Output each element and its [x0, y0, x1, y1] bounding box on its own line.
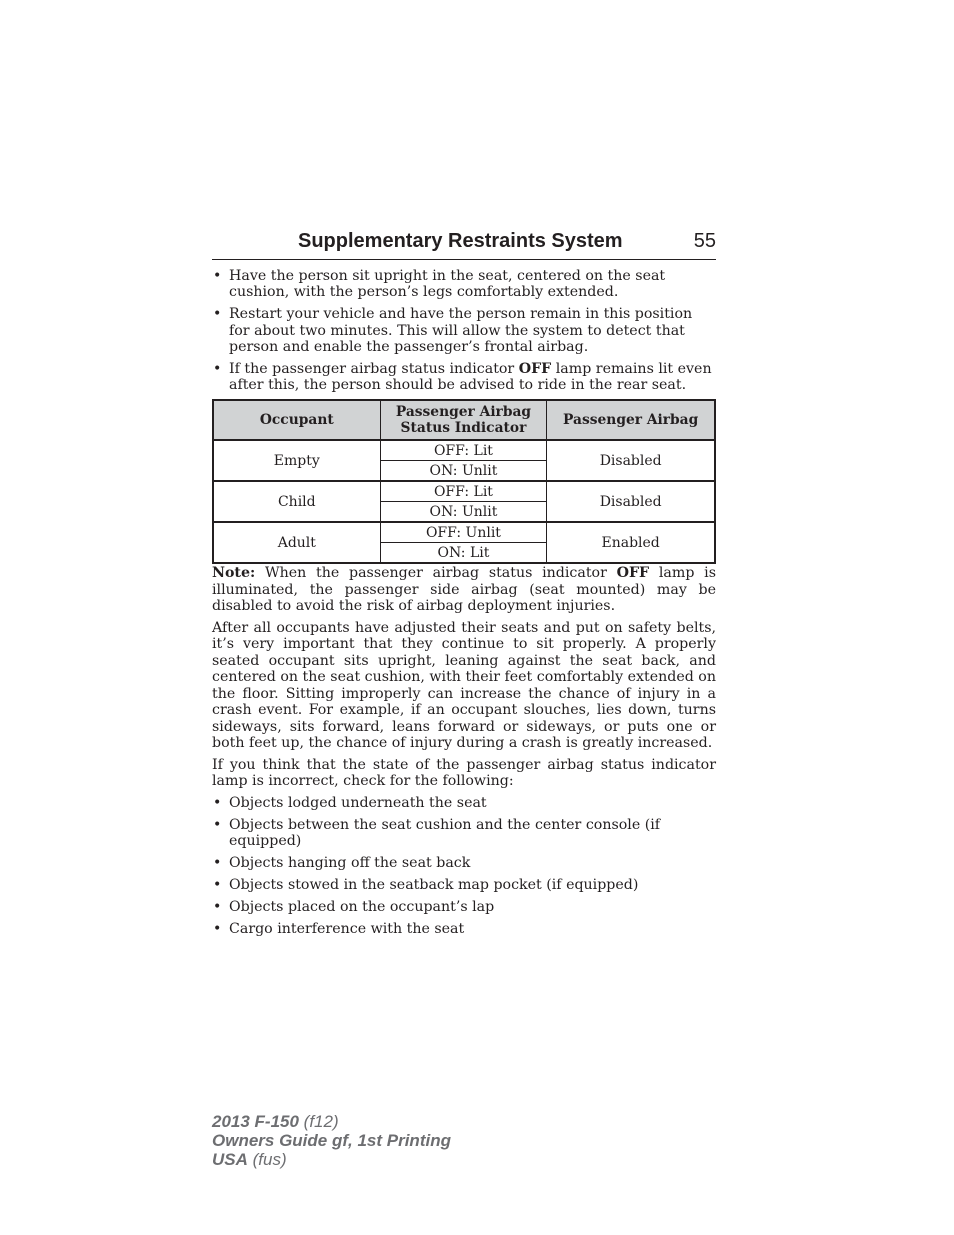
footer-line	[212, 1131, 451, 1150]
instruction-list	[212, 268, 716, 394]
occupant-cell: Empty	[213, 440, 380, 481]
column-header: Passenger Airbag	[547, 400, 715, 440]
footer-guide: Owners Guide gf, 1st Printing	[212, 1131, 451, 1150]
page-header	[212, 229, 716, 260]
indicator-cell: ON: Unlit	[380, 502, 547, 523]
footer-code: (fus)	[247, 1150, 287, 1169]
page-title: Supplementary Restraints System	[298, 230, 623, 252]
page-content	[212, 268, 716, 943]
list-item-text: If the passenger airbag status indicator	[229, 361, 519, 378]
footer-code: (f12)	[298, 1112, 339, 1131]
page-number: 55	[693, 230, 716, 252]
table-row	[213, 440, 715, 461]
occupant-cell: Adult	[213, 522, 380, 563]
off-label: OFF	[518, 361, 552, 378]
footer-region: USA	[212, 1150, 248, 1169]
list-item: • Cargo interference with the seat	[212, 921, 716, 937]
list-item: • Objects stowed in the seatback map pocket (if equipped)	[212, 877, 716, 893]
list-item: • Restart your vehicle and have the person remain in this position for about two minutes. This will allow the system to detect that person and enable the passenger’s frontal airbag.	[212, 306, 716, 355]
list-item-text: lamp remains lit even after this, the person should be advised to ride in the rear seat.	[229, 361, 712, 394]
indicator-cell: ON: Lit	[380, 543, 547, 564]
indicator-cell: ON: Unlit	[380, 461, 547, 482]
footer-line	[212, 1150, 451, 1169]
body-paragraph: After all occupants have adjusted their seats and put on safety belts, it’s very important that they continue to sit properly. A properly seated occupant sits upright, leaning against the seat back, and centered on the seat cushion, with their feet comfortably extended on the floor. Sitting improperly can increase the chance of injury in a crash event. For example, if an occupant slouches, lies down, turns sideways, sits forward, leans forward or sideways, or puts one or both feet up, the chance of injury during a crash is greatly increased.	[212, 620, 716, 751]
list-item: • Objects placed on the occupant’s lap	[212, 899, 716, 915]
note-paragraph	[212, 565, 716, 614]
airbag-cell: Enabled	[547, 522, 715, 563]
list-item: • Objects between the seat cushion and the center console (if equipped)	[212, 817, 716, 850]
note-label: Note:	[212, 565, 256, 582]
column-header: Passenger Airbag Status Indicator	[380, 400, 547, 440]
note-text: When the passenger airbag status indicator	[255, 565, 617, 582]
airbag-status-table	[212, 399, 716, 564]
document-footer	[212, 1112, 451, 1169]
checklist	[212, 795, 716, 937]
table-row	[213, 481, 715, 502]
list-item: • Objects lodged underneath the seat	[212, 795, 716, 811]
footer-line	[212, 1112, 451, 1131]
note-text: lamp is illuminated, the passenger side airbag (seat mounted) may be disabled to avoid the risk of airbag deployment injuries.	[212, 565, 717, 615]
body-paragraph: If you think that the state of the passenger airbag status indicator lamp is incorrect, check for the following:	[212, 756, 716, 790]
list-item: • Have the person sit upright in the seat, centered on the seat cushion, with the person’s legs comfortably extended.	[212, 268, 716, 301]
list-item	[212, 361, 716, 394]
airbag-cell: Disabled	[547, 440, 715, 481]
occupant-cell: Child	[213, 481, 380, 522]
indicator-cell: OFF: Lit	[380, 481, 547, 502]
table-header-row	[213, 400, 715, 440]
airbag-cell: Disabled	[547, 481, 715, 522]
footer-model: 2013 F-150	[212, 1112, 299, 1131]
column-header: Occupant	[213, 400, 380, 440]
off-label: OFF	[616, 565, 650, 582]
list-item: • Objects hanging off the seat back	[212, 855, 716, 871]
table-row	[213, 522, 715, 543]
indicator-cell: OFF: Lit	[380, 440, 547, 461]
indicator-cell: OFF: Unlit	[380, 522, 547, 543]
